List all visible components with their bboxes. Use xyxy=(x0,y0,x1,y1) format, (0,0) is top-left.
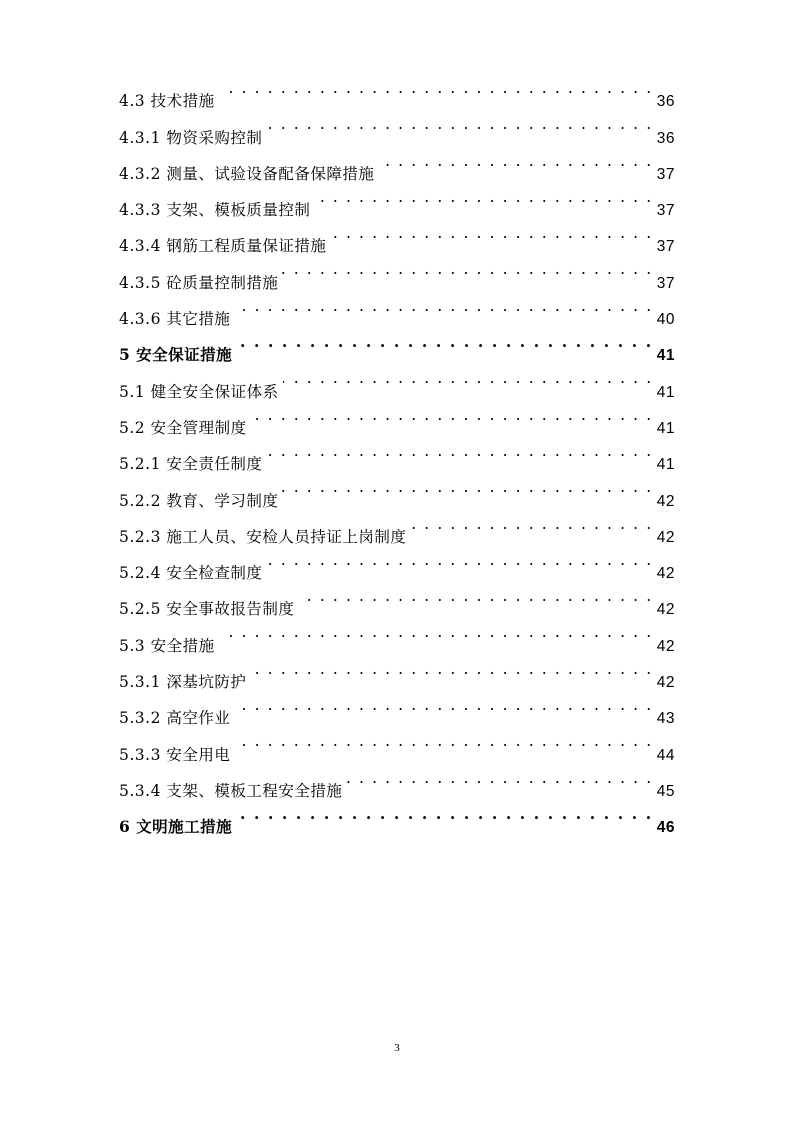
toc-entry-page: 37 xyxy=(656,165,675,183)
toc-entry-title: 4.3.1 物资采购控制 xyxy=(119,128,263,147)
toc-entry-page: 41 xyxy=(656,347,675,365)
toc-entry-title: 5.1 健全安全保证体系 xyxy=(119,382,279,401)
toc-entry-title: 5 安全保证措施 xyxy=(119,345,233,365)
toc-leader-dots xyxy=(330,215,652,251)
toc-entry-title: 6 文明施工措施 xyxy=(119,817,233,837)
toc-leader-dots xyxy=(298,578,652,614)
toc-entry-page: 46 xyxy=(656,819,675,837)
toc-entry-page: 37 xyxy=(656,202,675,220)
table-of-contents xyxy=(119,70,675,837)
toc-leader-dots xyxy=(378,143,652,179)
toc-leader-dots xyxy=(282,251,652,287)
toc-entry-page: 37 xyxy=(656,238,675,256)
toc-entry-title: 5.2 安全管理制度 xyxy=(119,418,247,437)
toc-leader-dots xyxy=(219,614,653,650)
toc-entry-title: 5.2.5 安全事故报告制度 xyxy=(119,600,295,619)
toc-leader-dots xyxy=(236,796,653,832)
toc-entry-page: 43 xyxy=(656,710,675,728)
toc-leader-dots xyxy=(219,70,653,106)
toc-leader-dots xyxy=(250,651,652,687)
toc-entry-page: 36 xyxy=(656,129,675,147)
page-number: 3 xyxy=(394,1042,400,1054)
toc-entry-title: 4.3.4 钢筋工程质量保证措施 xyxy=(119,237,327,256)
toc-leader-dots xyxy=(266,433,652,469)
toc-entry-title: 5.2.4 安全检查制度 xyxy=(119,564,263,583)
toc-leader-dots xyxy=(234,723,652,759)
toc-entry-page: 42 xyxy=(656,637,675,655)
toc-leader-dots xyxy=(234,288,652,324)
toc-entry-page: 36 xyxy=(656,93,675,111)
toc-entry-title: 5.3.4 支架、模板工程安全措施 xyxy=(119,781,343,800)
toc-entry-page: 42 xyxy=(656,674,675,692)
toc-entry-title: 5.2.2 教育、学习制度 xyxy=(119,491,279,510)
toc-entry-page: 41 xyxy=(656,456,675,474)
toc-entry-title: 4.3 技术措施 xyxy=(119,92,215,111)
toc-entry-page: 41 xyxy=(656,383,675,401)
toc-entry-title: 4.3.6 其它措施 xyxy=(119,310,231,329)
toc-leader-dots xyxy=(234,687,652,723)
toc-entry-title: 5.2.1 安全责任制度 xyxy=(119,455,263,474)
toc-leader-dots xyxy=(283,360,653,396)
toc-leader-dots xyxy=(314,179,652,215)
toc-entry-page: 42 xyxy=(656,601,675,619)
toc-entry-title: 4.3.2 测量、试验设备配备保障措施 xyxy=(119,164,375,183)
toc-leader-dots xyxy=(251,397,653,433)
toc-entry-title: 5.3.3 安全用电 xyxy=(119,745,231,764)
toc-entry[interactable] xyxy=(119,70,675,111)
toc-entry-page: 44 xyxy=(656,746,675,764)
toc-entry-page: 45 xyxy=(656,782,675,800)
toc-leader-dots xyxy=(236,324,653,360)
toc-leader-dots xyxy=(410,506,652,542)
toc-leader-dots xyxy=(266,542,652,578)
toc-entry-page: 42 xyxy=(656,492,675,510)
toc-entry-page: 42 xyxy=(656,565,675,583)
toc-entry-page: 37 xyxy=(656,274,675,292)
toc-leader-dots xyxy=(266,106,652,142)
toc-entry-title: 4.3.3 支架、模板质量控制 xyxy=(119,201,311,220)
toc-entry-title: 5.3.1 深基坑防护 xyxy=(119,673,247,692)
toc-entry-title: 5.2.3 施工人员、安检人员持证上岗制度 xyxy=(119,527,407,546)
toc-leader-dots xyxy=(346,760,652,796)
toc-entry-page: 41 xyxy=(656,419,675,437)
toc-entry-title: 4.3.5 砼质量控制措施 xyxy=(119,273,279,292)
toc-leader-dots xyxy=(282,469,652,505)
toc-entry-page: 42 xyxy=(656,528,675,546)
toc-entry-page: 40 xyxy=(656,311,675,329)
toc-entry-title: 5.3.2 高空作业 xyxy=(119,709,231,728)
toc-entry-title: 5.3 安全措施 xyxy=(119,636,215,655)
